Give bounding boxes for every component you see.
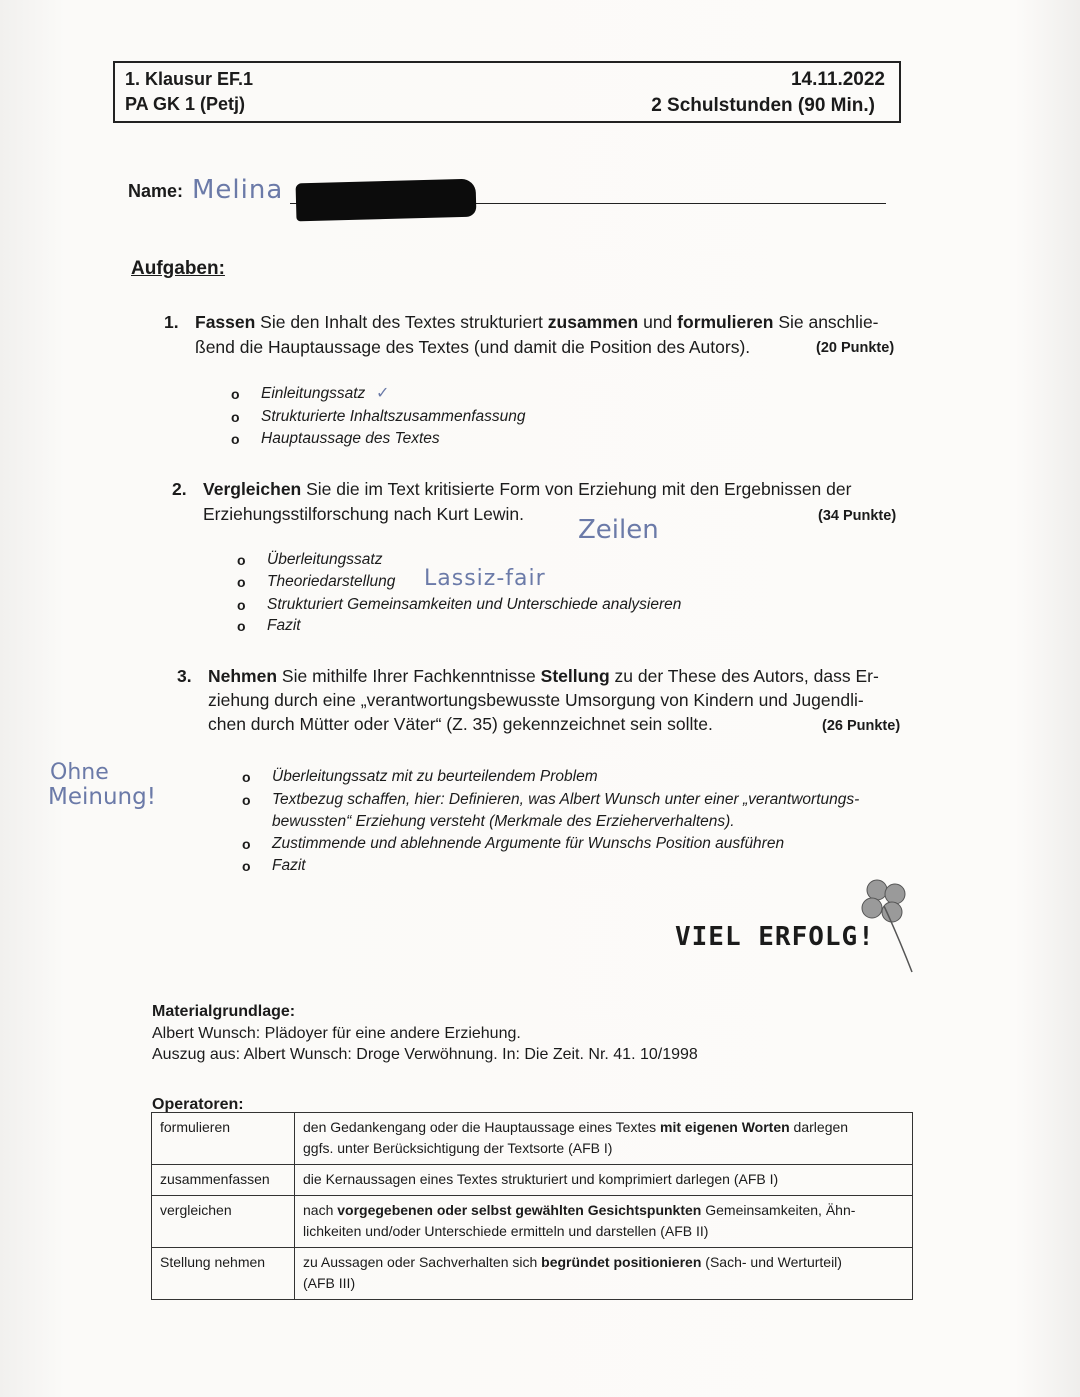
table-row (152, 1196, 913, 1248)
table-row (152, 1113, 913, 1165)
exam-duration: 2 Schulstunden (90 Min.) (651, 95, 875, 116)
operator-word: Nehmen (208, 666, 278, 686)
task-points: (20 Punkte) (816, 340, 895, 356)
operator-word: Vergleichen (203, 479, 302, 499)
operator-term: zusammenfassen (152, 1165, 295, 1196)
task-number: 2. (172, 479, 187, 499)
handwritten-note: Lassiz-fair (424, 566, 546, 591)
operators-heading: Operatoren: (152, 1096, 244, 1113)
task-points: (34 Punkte) (818, 508, 897, 524)
exam-date: 14.11.2022 (790, 69, 885, 90)
operator-word: Fassen (195, 312, 256, 332)
material-line: Auszug aus: Albert Wunsch: Droge Verwöhnung. In: Die Zeit. Nr. 41. 10/1998 (152, 1046, 698, 1063)
operator-definition: den Gedankengang oder die Hauptaussage eines Textes mit eigenen Worten darlegen ggfs. unter Berücksichtigung der Textsorte (AFB I) (295, 1113, 913, 1165)
task-number: 1. (164, 312, 179, 332)
operator-word: zusammen (547, 312, 639, 332)
course-label: PA GK 1 (Petj) (125, 94, 246, 114)
handwritten-name: Melina (192, 175, 284, 205)
handwritten-note: Ohne (50, 760, 109, 785)
task-text: ßend die Hauptaussage des Textes (und damit die Position des Autors). (195, 337, 751, 357)
task-points: (26 Punkte) (822, 718, 901, 734)
good-luck-text: VIEL ERFOLG! (675, 922, 875, 952)
task-text: Sie mithilfe Ihrer Fachkenntnisse (277, 666, 541, 686)
task-text: ziehung durch eine „verantwortungsbewusste Umsorgung von Kindern und Jugendli- (208, 690, 864, 710)
material-line: Albert Wunsch: Plädoyer für eine andere Erziehung. (152, 1025, 521, 1042)
name-label: Name: (128, 181, 184, 201)
task-3 (177, 664, 917, 740)
task-text: Erziehungsstilforschung nach Kurt Lewin. (203, 504, 525, 524)
operator-definition: nach vorgegebenen oder selbst gewählten Gesichtspunkten Gemeinsamkeiten, Ähn- lichkeiten und/oder Unterschiede ermitteln und darstellen (AFB II) (295, 1196, 913, 1248)
table-row (152, 1165, 913, 1196)
operators-table (151, 1112, 913, 1300)
handwritten-note: Zeilen (578, 515, 659, 545)
task-2 (172, 477, 912, 529)
redaction-mark (296, 179, 477, 222)
task-text: Sie den Inhalt des Textes strukturiert (255, 312, 548, 332)
task-text: Sie anschlie- (773, 312, 879, 332)
table-row (152, 1248, 913, 1300)
operator-word: Stellung (540, 666, 610, 686)
operator-term: Stellung nehmen (152, 1248, 295, 1300)
task-number: 3. (177, 666, 192, 686)
operator-term: formulieren (152, 1113, 295, 1165)
task-text: chen durch Mütter oder Väter“ (Z. 35) gekennzeichnet sein sollte. (208, 714, 713, 734)
task-text: und (638, 312, 678, 332)
exam-title: 1. Klausur EF.1 (125, 69, 254, 89)
exam-sheet: 1. Klausur EF.1 PA GK 1 (Petj) 14.11.2022 2 Schulstunden (90 Min.) Name: Melina Aufgaben: 1. Fassen Sie den Inhalt des Textes strukturiert zusammen und formulieren Sie anschlie- ßend die Hauptaussage des Textes (und damit die Position des Autors). (20 Punkte) o Einleitungssatz ✓ o Strukturierte Inhaltszusammenfassung o Hauptaussage des Textes 2. Vergleichen Sie die im Text kritisierte Form von Erziehung mit den Ergebnissen der Erziehungsstilforschung nach Kurt Lewin. (34 Punkte) Zeilen o Überleitungssatz o Theoriedarstellung Lassiz-fair o Strukturiert Gemeinsamkeiten und Unterschiede analysieren o Fazit 3. Nehmen Sie mithilfe Ihrer Fachkenntnisse Stellung zu der These des Autors, dass Er- ziehung durch eine „verantwortungsbewusste Umsorgung von Kindern und Jugendli- chen durch Mütter oder Väter“ (Z. 35) gekennzeichnet sein sollte. (26 Punkte) Ohne Meinung! o Überleitungssatz mit zu beurteilendem Problem o Textbezug schaffen, hier: Definieren, was Albert Wunsch unter einer „verantwortungs- bewussten“ Erziehung versteht (Merkmale des Erzieherverhaltens). o Zustimmende und ablehnende Argumente für Wunschs Position ausführen o Fazit VIEL ERFOLG! Materialgrundlage: Albert Wunsch: Plädoyer für eine andere Erziehung. Auszug aus: Albert Wunsch: Droge Verwöhnung. In: Die Zeit. Nr. 41. 10/1998 Operatoren: formulieren den Gedankengang oder die Hauptaussage eines Textes mit eigenen Worten darlegen ggfs. unter Berücksichtigung der Textsorte (AFB I) zusammenfassen die Kernaussagen eines Textes strukturiert und komprimiert darlegen (AFB I) vergleichen nach vorgegebenen oder selbst gewählten Gesichtspunkten Gemeinsamkeiten, Ähn- lichkeiten und/oder Unterschiede ermitteln und darstellen (AFB II) Stellung nehmen zu Aussagen oder Sachverhalten sich begründet positionieren (Sach- und Werturteil) (AFB III) (0, 0, 1080, 1397)
operator-definition: die Kernaussagen eines Textes strukturiert und komprimiert darlegen (AFB I) (295, 1165, 913, 1196)
operator-definition: zu Aussagen oder Sachverhalten sich begründet positionieren (Sach- und Werturteil) (AFB III) (295, 1248, 913, 1300)
task-text: zu der These des Autors, dass Er- (609, 666, 879, 686)
operator-word: formulieren (677, 312, 774, 332)
tasks-heading: Aufgaben: (131, 258, 225, 279)
checkmark-icon: ✓ (376, 385, 390, 402)
clover-icon (850, 876, 920, 976)
material-heading: Materialgrundlage: (152, 1003, 296, 1020)
task-1 (164, 310, 904, 362)
handwritten-note: Meinung! (48, 784, 156, 810)
task-text: Sie die im Text kritisierte Form von Erziehung mit den Ergebnissen der (301, 479, 852, 499)
operator-term: vergleichen (152, 1196, 295, 1248)
header-box (113, 61, 901, 123)
